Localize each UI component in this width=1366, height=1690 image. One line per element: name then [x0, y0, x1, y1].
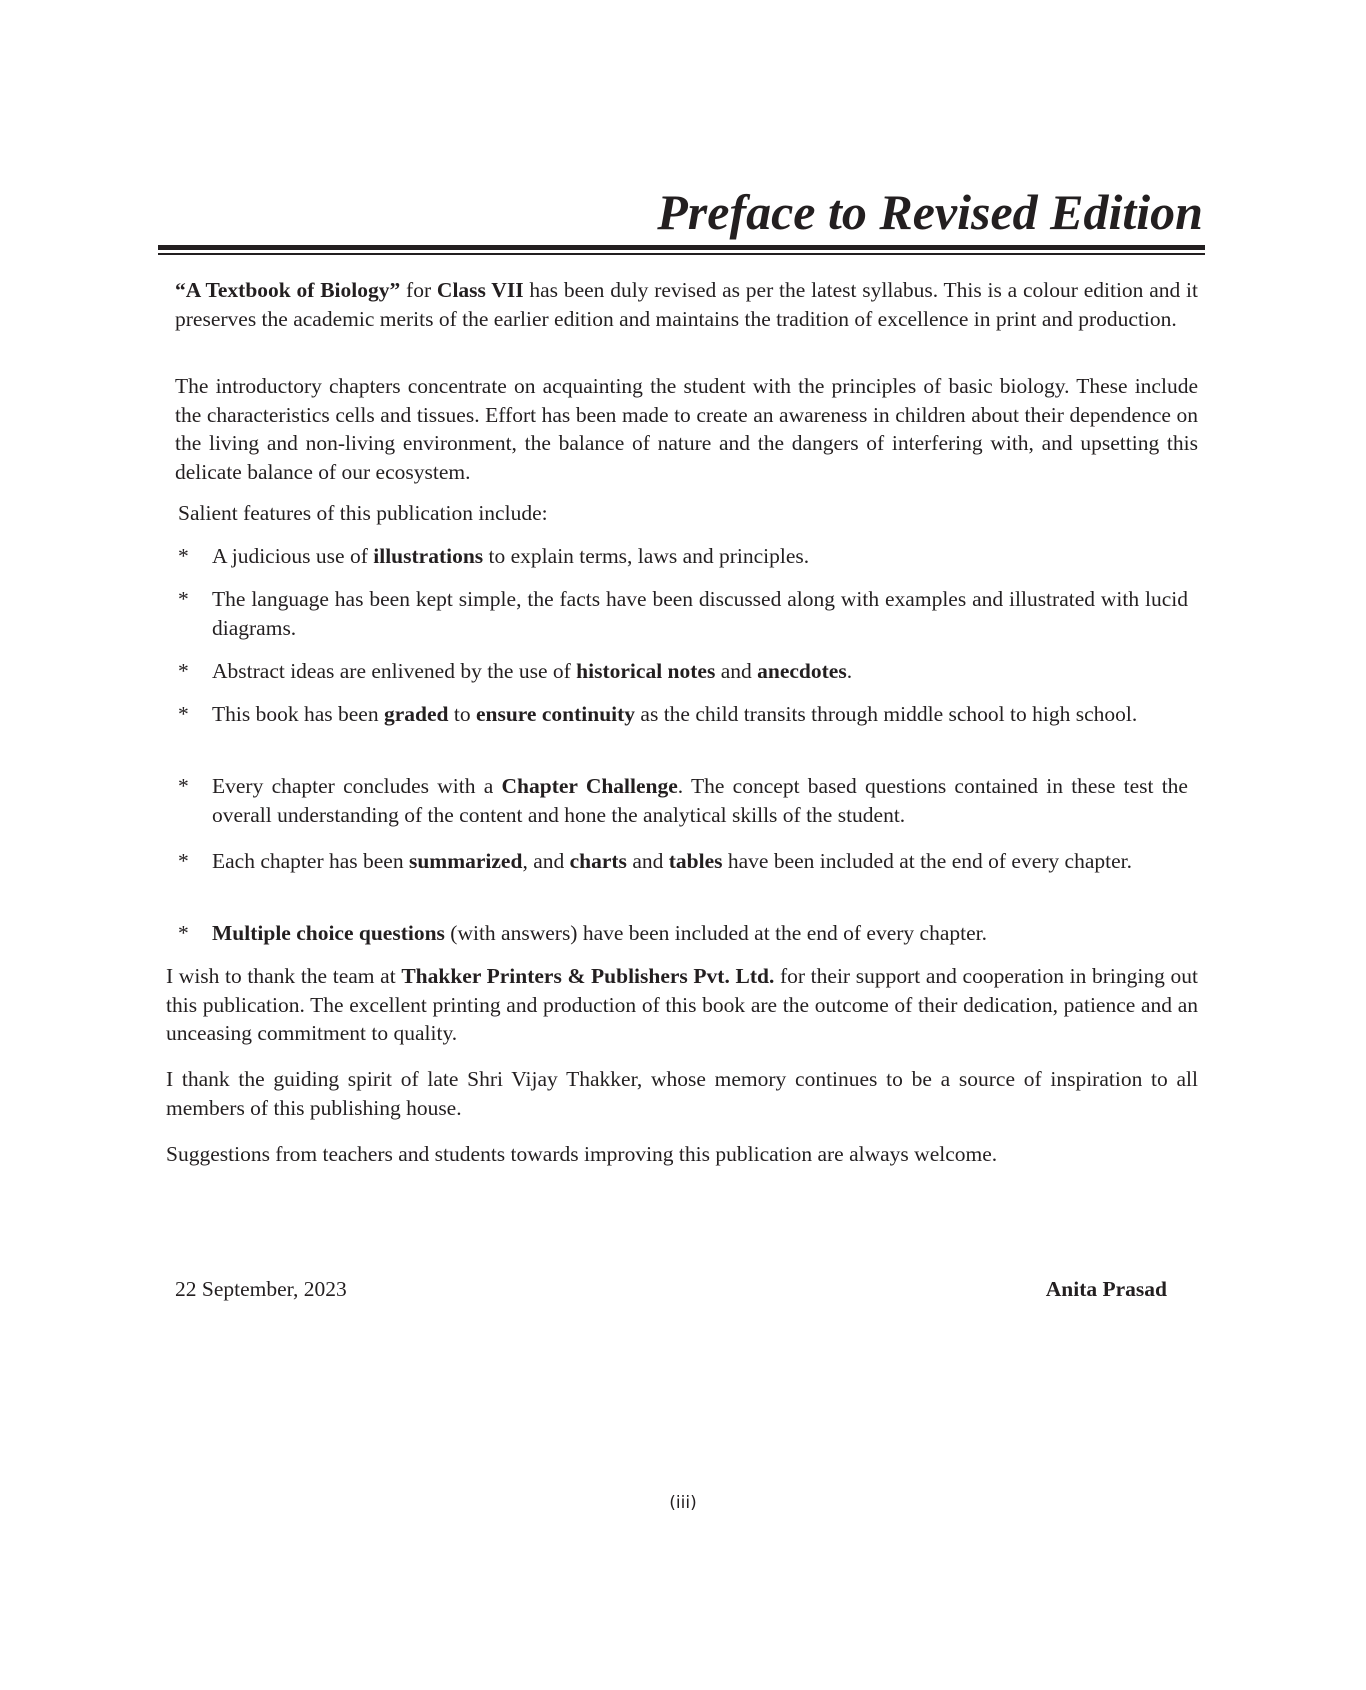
feature-text-part: to — [448, 702, 476, 726]
book-title: “A Textbook of Biology” — [175, 278, 401, 302]
feature-text — [212, 700, 1188, 729]
feature-text-part: Abstract ideas are enlivened by the use of — [212, 659, 577, 683]
feature-text-part: A judicious use of — [212, 544, 374, 568]
page-number: (iii) — [669, 1493, 697, 1513]
feature-text-part: as the child transits through middle school to high school. — [635, 702, 1138, 726]
intro-text-2: has been duly revised as per the latest syllabus. This is a colour edition and it preserves the academic merits of the earlier edition and maintains the tradition of excellence in print and production. — [175, 278, 1198, 331]
feature-item-summarized — [178, 847, 1188, 876]
bullet-star: * — [178, 921, 189, 945]
feature-item-language — [178, 585, 1188, 642]
publisher-name: Thakker Printers & Publishers Pvt. Ltd. — [401, 964, 775, 988]
feature-bold-part: charts — [569, 849, 627, 873]
feature-bold-part: tables — [668, 849, 723, 873]
feature-text — [212, 772, 1188, 829]
suggestions-paragraph: Suggestions from teachers and students towards improving this publication are always welcome. — [166, 1142, 998, 1166]
feature-text-part: to explain terms, laws and principles. — [483, 544, 810, 568]
feature-text — [212, 847, 1188, 876]
bullet-star: * — [178, 774, 189, 798]
feature-text-part: This book has been — [212, 702, 384, 726]
feature-text-part: and — [626, 849, 669, 873]
feature-text-part: . The concept based questions contained in these test the overall understanding of the content and hone the analytical skills of the student. — [212, 774, 1188, 827]
spirit-paragraph: I thank the guiding spirit of late Shri Vijay Thakker, whose memory continues to be a source of inspiration to all members of this publishing house. — [166, 1067, 1198, 1120]
thanks-text-2: for their support and cooperation in bringing out this publication. The excellent printing and production of this book are the outcome of their dedication, patience and an unceasing commitment to quality. — [166, 964, 1198, 1045]
bullet-star: * — [178, 849, 189, 873]
title-rule-thin — [158, 253, 1205, 255]
feature-text — [212, 919, 1188, 948]
feature-bold-part: illustrations — [373, 544, 484, 568]
feature-bold-part: summarized — [408, 849, 523, 873]
feature-bold-part: historical notes — [576, 659, 716, 683]
feature-text-part: . — [846, 659, 853, 683]
title-rule-thick — [158, 245, 1205, 250]
bullet-star: * — [178, 659, 189, 683]
author-name: Anita Prasad — [1045, 1277, 1167, 1301]
thanks-text-1: I wish to thank the team at — [166, 964, 402, 988]
feature-bold-part: anecdotes — [757, 659, 847, 683]
feature-text — [212, 542, 1188, 571]
intro-text-1: for — [400, 278, 437, 302]
feature-bold-part: Chapter Challenge — [501, 774, 678, 798]
feature-text-part: have been included at the end of every chapter. — [722, 849, 1132, 873]
intro-paragraph — [175, 276, 1198, 333]
preface-date: 22 September, 2023 — [175, 1277, 347, 1301]
feature-text-part: , and — [522, 849, 570, 873]
feature-text: The language has been kept simple, the facts have been discussed along with examples and illustrated with lucid diagrams. — [212, 587, 1188, 640]
feature-text-part: (with answers) have been included at the end of every chapter. — [444, 921, 987, 945]
feature-text — [212, 657, 1188, 686]
bullet-star: * — [178, 587, 189, 611]
chapters-paragraph: The introductory chapters concentrate on acquainting the student with the principles of basic biology. These include the characteristics cells and tissues. Effort has been made to create an awareness in children about their dependence on the living and non-living environment, the balance of nature and the dangers of interfering with, and upsetting this delicate balance of our ecosystem. — [175, 374, 1198, 484]
page-title: Preface to Revised Edition — [657, 184, 1203, 240]
salient-features-intro: Salient features of this publication include: — [178, 501, 548, 525]
feature-text-part: and — [715, 659, 758, 683]
feature-bold-part: Multiple choice questions — [212, 921, 445, 945]
feature-item-mcq — [178, 919, 1188, 948]
bullet-star: * — [178, 544, 189, 568]
feature-item-graded — [178, 700, 1188, 729]
feature-text-part: Every chapter concludes with a — [212, 774, 502, 798]
feature-item-illustrations — [178, 542, 1188, 571]
feature-text-part: Each chapter has been — [212, 849, 409, 873]
thanks-paragraph — [166, 962, 1198, 1048]
class-name: Class VII — [436, 278, 524, 302]
feature-item-abstract-ideas — [178, 657, 1188, 686]
title-double-rule — [158, 245, 1205, 255]
feature-bold-part: graded — [383, 702, 449, 726]
feature-item-chapter-challenge — [178, 772, 1188, 829]
feature-bold-part: ensure continuity — [475, 702, 636, 726]
bullet-star: * — [178, 702, 189, 726]
